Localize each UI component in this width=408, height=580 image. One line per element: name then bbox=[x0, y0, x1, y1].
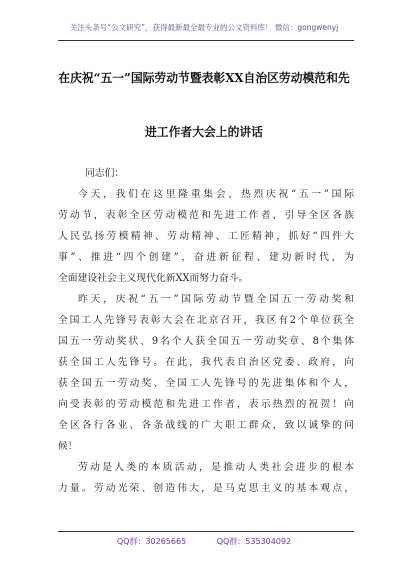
paragraph-2 bbox=[58, 289, 354, 457]
body-line: 获全国五一劳动奖、全国工人先锋号的先进集体和个人， bbox=[58, 378, 354, 389]
body-line: 全区各行各业、各条战线的广大职工群众，致以诚挚的问 bbox=[58, 420, 354, 431]
body-line: 国五一劳动奖状、9名个人获全国五一劳动奖章、8个集体 bbox=[58, 336, 354, 347]
body-line: 力量。劳动光荣、创造伟大，是马克思主义的基本观点， bbox=[58, 483, 354, 494]
body-line: 候！ bbox=[58, 441, 78, 452]
salutation: 同志们： bbox=[85, 168, 125, 179]
qq-group-1: QQ群：30265665 bbox=[116, 537, 187, 546]
body-line: 劳动节，表彰全区劳动模范和先进工作者，引导全区各族 bbox=[58, 210, 354, 221]
footer-divider bbox=[58, 531, 354, 532]
body-line: 获全国工人先锋号。在此，我代表自治区党委、政府，向 bbox=[58, 357, 354, 368]
body-line: 全面建设社会主义现代化新XX而努力奋斗。 bbox=[58, 273, 249, 284]
body-line: 今天，我们在这里隆重集会，热烈庆祝“五一”国际 bbox=[78, 189, 354, 200]
document-title-line-1: 在庆祝“五一”国际劳动节暨表彰XX自治区劳动模范和先 bbox=[58, 71, 350, 85]
body-line: 全国工人先锋号表彰大会在北京召开，我区有2个单位获全 bbox=[58, 315, 354, 326]
page-footer bbox=[0, 536, 408, 547]
document-title-line-2: 进工作者大会上的讲话 bbox=[145, 125, 263, 139]
page-header: 关注头条号“公文研究”，获得最新最全最专业的公文资料库！ 微信：gongwenyj bbox=[69, 23, 339, 32]
qq-group-2: QQ群：535304092 bbox=[216, 537, 292, 546]
body-line: 劳动是人类的本质活动，是推动人类社会进步的根本 bbox=[78, 462, 354, 473]
body-line: 向受表彰的劳动模范和先进工作者，表示热烈的祝贺！向 bbox=[58, 399, 354, 410]
body-line: 人民弘扬劳模精神、劳动精神、工匠精神，抓好“四件大 bbox=[58, 231, 354, 242]
header-divider bbox=[58, 40, 354, 41]
body-line: 昨天，庆祝“五一”国际劳动节暨全国五一劳动奖和 bbox=[78, 294, 354, 305]
body-line: 事”、推进“四个创建”，奋进新征程、建功新时代，为 bbox=[58, 252, 354, 263]
document-body bbox=[58, 184, 354, 499]
paragraph-3 bbox=[58, 457, 354, 499]
paragraph-1 bbox=[58, 184, 354, 289]
